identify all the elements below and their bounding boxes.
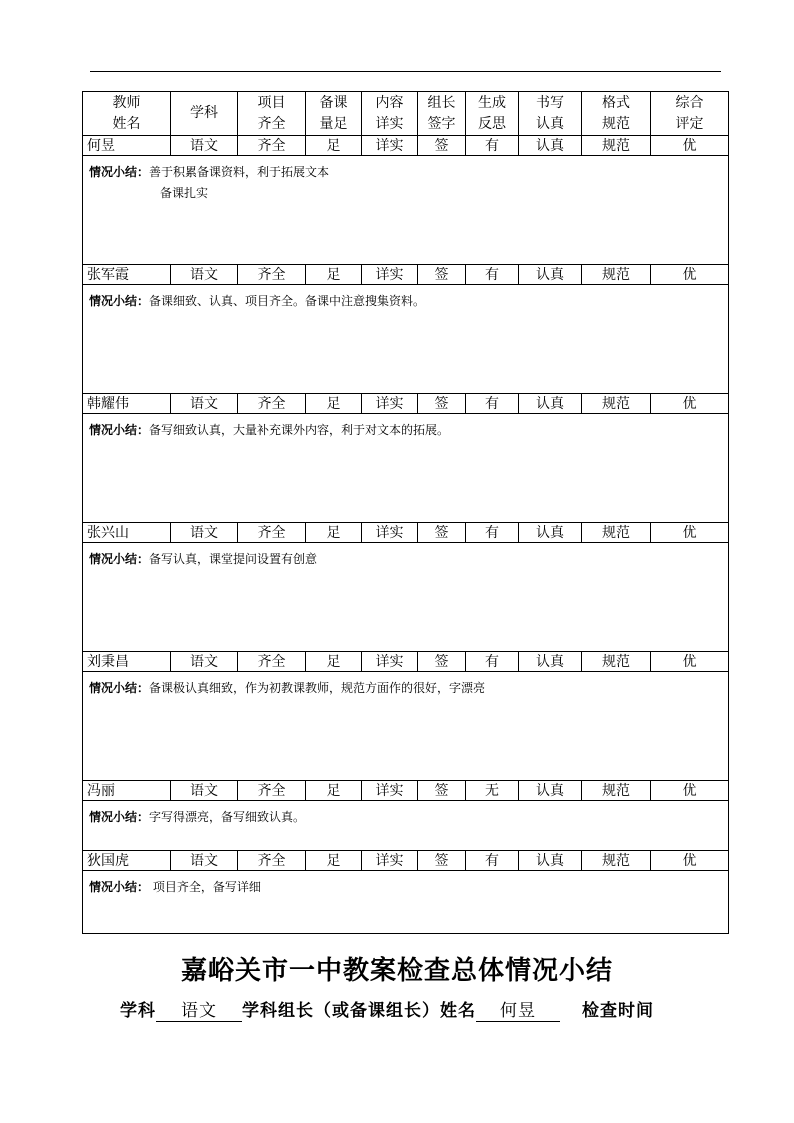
- cell-teacher-name: 韩耀伟: [83, 394, 171, 414]
- cell-content: 详实: [362, 136, 418, 156]
- header-format-standard: 格式 规范: [582, 92, 651, 136]
- cell-subject: 语文: [171, 523, 238, 543]
- cell-rating: 优: [651, 265, 729, 285]
- cell-rating: 优: [651, 851, 729, 871]
- cell-reflection: 无: [466, 781, 519, 801]
- header-content-detailed: 内容 详实: [362, 92, 418, 136]
- cell-content: 详实: [362, 652, 418, 672]
- cell-signature: 签: [418, 781, 466, 801]
- summary-text: 备写认真，课堂提问设置有创意: [149, 552, 318, 566]
- cell-quantity: 足: [306, 851, 362, 871]
- cell-rating: 优: [651, 136, 729, 156]
- cell-writing: 认真: [519, 781, 582, 801]
- cell-rating: 优: [651, 394, 729, 414]
- cell-writing: 认真: [519, 394, 582, 414]
- cell-items-complete: 齐全: [238, 523, 306, 543]
- header-row: [83, 92, 729, 136]
- cell-items-complete: 齐全: [238, 851, 306, 871]
- summary-text: 字写得漂亮，备写细致认真。: [149, 810, 306, 824]
- summary-label: 情况小结：: [89, 880, 150, 894]
- cell-items-complete: 齐全: [238, 652, 306, 672]
- cell-content: 详实: [362, 394, 418, 414]
- subject-label: 学科: [120, 1001, 156, 1021]
- header-leader-signature: 组长 签字: [418, 92, 466, 136]
- cell-format: 规范: [582, 523, 651, 543]
- top-rule: [90, 71, 721, 72]
- cell-teacher-name: 张军霞: [83, 265, 171, 285]
- cell-rating: 优: [651, 781, 729, 801]
- cell-signature: 签: [418, 523, 466, 543]
- summary-label: 情况小结：: [89, 423, 150, 437]
- cell-writing: 认真: [519, 136, 582, 156]
- cell-content: 详实: [362, 523, 418, 543]
- cell-items-complete: 齐全: [238, 136, 306, 156]
- cell-subject: 语文: [171, 265, 238, 285]
- summary-label: 情况小结：: [89, 810, 150, 824]
- leader-name-value: 何昱: [476, 996, 560, 1022]
- cell-items-complete: 齐全: [238, 265, 306, 285]
- summary-cell: [83, 414, 729, 523]
- cell-reflection: 有: [466, 652, 519, 672]
- cell-writing: 认真: [519, 523, 582, 543]
- teacher-row: [83, 523, 729, 543]
- teacher-row: [83, 265, 729, 285]
- cell-quantity: 足: [306, 394, 362, 414]
- cell-signature: 签: [418, 652, 466, 672]
- cell-teacher-name: 冯丽: [83, 781, 171, 801]
- cell-subject: 语文: [171, 781, 238, 801]
- teacher-row: [83, 652, 729, 672]
- cell-rating: 优: [651, 523, 729, 543]
- summary-row: [83, 414, 729, 523]
- teacher-row: [83, 394, 729, 414]
- summary-cell: [83, 285, 729, 394]
- cell-format: 规范: [582, 394, 651, 414]
- cell-subject: 语文: [171, 652, 238, 672]
- check-time-label: 检查时间: [582, 1001, 654, 1021]
- summary-row: [83, 543, 729, 652]
- header-quantity-sufficient: 备课 量足: [306, 92, 362, 136]
- header-overall-rating: 综合 评定: [651, 92, 729, 136]
- cell-content: 详实: [362, 781, 418, 801]
- cell-quantity: 足: [306, 652, 362, 672]
- cell-writing: 认真: [519, 652, 582, 672]
- cell-reflection: 有: [466, 851, 519, 871]
- cell-reflection: 有: [466, 523, 519, 543]
- cell-format: 规范: [582, 851, 651, 871]
- summary-text: 备课极认真细致，作为初教课教师，规范方面作的很好，字漂亮: [149, 681, 486, 695]
- cell-items-complete: 齐全: [238, 781, 306, 801]
- subject-value: 语文: [156, 996, 242, 1022]
- summary-cell: [83, 672, 729, 781]
- summary-cell: [83, 871, 729, 934]
- cell-quantity: 足: [306, 523, 362, 543]
- cell-format: 规范: [582, 781, 651, 801]
- cell-quantity: 足: [306, 265, 362, 285]
- summary-label: 情况小结：: [89, 294, 150, 308]
- page-title: 嘉峪关市一中教案检查总体情况小结: [180, 956, 613, 986]
- cell-signature: 签: [418, 265, 466, 285]
- cell-subject: 语文: [171, 136, 238, 156]
- summary-row: [83, 672, 729, 781]
- cell-signature: 签: [418, 394, 466, 414]
- summary-text: 备写细致认真，大量补充课外内容，利于对文本的拓展。: [149, 423, 450, 437]
- summary-label: 情况小结：: [89, 165, 150, 179]
- subject-leader-line: [120, 996, 654, 1022]
- lesson-plan-check-table: [82, 91, 729, 934]
- cell-quantity: 足: [306, 781, 362, 801]
- summary-text-line2: 备课扎实: [160, 186, 209, 200]
- cell-subject: 语文: [171, 394, 238, 414]
- cell-format: 规范: [582, 136, 651, 156]
- summary-cell: [83, 801, 729, 851]
- summary-text: 备课细致、认真、项目齐全。备课中注意搜集资料。: [149, 294, 426, 308]
- cell-writing: 认真: [519, 851, 582, 871]
- cell-format: 规范: [582, 652, 651, 672]
- cell-signature: 签: [418, 136, 466, 156]
- cell-reflection: 有: [466, 394, 519, 414]
- leader-label: 学科组长（或备课组长）姓名: [242, 1001, 476, 1021]
- cell-content: 详实: [362, 265, 418, 285]
- cell-signature: 签: [418, 851, 466, 871]
- cell-reflection: 有: [466, 136, 519, 156]
- teacher-row: [83, 136, 729, 156]
- header-reflection: 生成 反思: [466, 92, 519, 136]
- summary-row: [83, 871, 729, 934]
- cell-teacher-name: 刘秉昌: [83, 652, 171, 672]
- teacher-row: [83, 781, 729, 801]
- summary-cell: [83, 156, 729, 265]
- summary-text: 善于积累备课资料，利于拓展文本: [149, 165, 330, 179]
- cell-writing: 认真: [519, 265, 582, 285]
- cell-teacher-name: 张兴山: [83, 523, 171, 543]
- cell-quantity: 足: [306, 136, 362, 156]
- cell-items-complete: 齐全: [238, 394, 306, 414]
- header-writing-careful: 书写 认真: [519, 92, 582, 136]
- cell-content: 详实: [362, 851, 418, 871]
- cell-format: 规范: [582, 265, 651, 285]
- summary-row: [83, 156, 729, 265]
- summary-label: 情况小结：: [89, 552, 150, 566]
- cell-reflection: 有: [466, 265, 519, 285]
- teacher-row: [83, 851, 729, 871]
- cell-teacher-name: 狄国虎: [83, 851, 171, 871]
- summary-text: 项目齐全，备写详细: [149, 880, 261, 894]
- cell-teacher-name: 何昱: [83, 136, 171, 156]
- summary-row: [83, 801, 729, 851]
- summary-cell: [83, 543, 729, 652]
- header-subject: 学科: [171, 92, 238, 136]
- cell-rating: 优: [651, 652, 729, 672]
- cell-subject: 语文: [171, 851, 238, 871]
- summary-row: [83, 285, 729, 394]
- header-teacher-name: 教师 姓名: [83, 92, 171, 136]
- header-items-complete: 项目 齐全: [238, 92, 306, 136]
- summary-label: 情况小结：: [89, 681, 150, 695]
